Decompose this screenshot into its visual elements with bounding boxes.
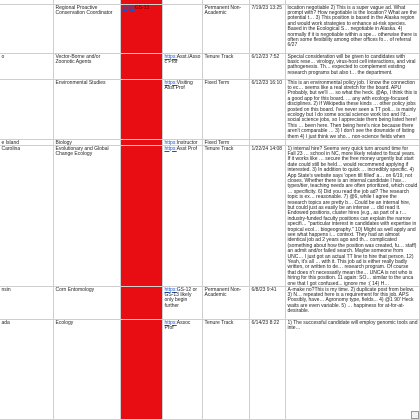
position-type-cell[interactable] [203, 0, 250, 4]
position-title-cell[interactable]: Vector-Borne and/or Zoonotic Agents [54, 54, 121, 79]
table-row[interactable] [0, 80, 420, 140]
last-edited-cell[interactable]: 6/12/23 16:10 [250, 80, 286, 139]
rank-cell[interactable]: https:Visiting Asst Prof [163, 80, 203, 139]
position-type-cell[interactable]: Permanent Non-Academic [203, 287, 250, 319]
posting-link-cell[interactable]: https:GS-13 [121, 5, 163, 53]
row-header-cell[interactable]: o [0, 54, 54, 79]
comments-cell[interactable] [286, 140, 420, 145]
posting-link[interactable]: https: [164, 80, 177, 86]
position-type-cell[interactable]: Tenure Track [203, 54, 250, 79]
posting-link[interactable]: https: [164, 54, 177, 60]
position-title-cell[interactable]: Environmental Studies [54, 80, 121, 139]
position-type-cell[interactable]: Fixed Term [203, 80, 250, 139]
last-edited-cell[interactable]: 6/8/23 9:41 [250, 287, 286, 319]
position-title-cell[interactable]: Biology [54, 140, 121, 145]
row-header-cell[interactable] [0, 80, 54, 139]
rank-cell[interactable]: https:Assoc Prof [163, 320, 203, 419]
posting-link-cell[interactable] [121, 80, 163, 139]
row-header-cell[interactable]: ada [0, 320, 54, 419]
last-edited-cell[interactable] [250, 140, 286, 145]
rank-cell[interactable]: https:Instructor [163, 140, 203, 145]
row-header-cell[interactable] [0, 5, 54, 53]
posting-link-cell[interactable] [121, 146, 163, 286]
rank-cell[interactable] [163, 0, 203, 4]
position-title-cell[interactable]: Evolutionary and Global Change Ecology [54, 146, 121, 286]
rank-cell[interactable]: https:Asst./Assoc Prof [163, 54, 203, 79]
rank-cell[interactable]: https:Asst Prof [163, 146, 203, 286]
comments-cell[interactable]: 1) The successful candidate will employ genomic tools and inte… [286, 320, 420, 419]
position-type-cell[interactable]: Permanent Non-Academic [203, 5, 250, 53]
comments-cell[interactable]: A-make no?This is my time. 2) duplicate post from below. 3) N… repeated here is a requirement for this job. APS Possibly, have… Agronomy type, fields... 4) @1 90' Heck waits are even variable. 5) … happiness for at-for-at-desirable. [286, 287, 420, 319]
posting-link[interactable]: https: [164, 320, 177, 326]
posting-link-cell[interactable] [121, 54, 163, 79]
comments-cell[interactable]: 1) internal hire? Seems very quick turn around time for Fall 23 … school in NC, more likely related to fiscal years. If it works like … secure the free money urgently but start date could still be held… would recommend applying if interested. 3) In addition to quick … incredibly specific. 4) App State's website says 'open till filled' a… on 6/19, not closes. Whether there is an internal candidate I hav… types/tier, teaching needs are often prioritized, which could … specificity. 6) Did you read the job ad? The research topic is ex… reasonable. 7) @6, while I agree the research topics are pretty b… Could be an internal hire, but could just as easily be an intense … did read it. Endowed positions, cluster hires (e.g., as part of a r… industry-funded faculty positions can explain the narrow specifi… "particular interest in candidates with expertise in tropical ecol… biogeography." 10) Might as well apply and see what happens i… context. They had an almost identical job ad 2 years ago and th… complicated (something about how the position was created, fu… staff) an admit and/or failed search. Maybe someone from UNC… I just got an actual TT line to hire that person. 12) Yeah, it's all … with it. This job ad is either really badly written, or written to de… research program. Of course that does n't necessarily mean the… UNCA is not who is hiring for this position. 11 again: SO… similar to the unca one that I got confused... ignore me :( 14) H… [286, 146, 420, 286]
row-header-cell[interactable]: e Island [0, 140, 54, 145]
row-header-cell[interactable]: Carolina [0, 146, 54, 286]
last-edited-cell[interactable]: 6/12/23 7:52 [250, 54, 286, 79]
comments-cell[interactable]: Special consideration will be given to candidates with basic rese… virology, virus-host cell interactions, and viral pathogenesis. Th… expected to complement existing research programs but also t… the department. [286, 54, 420, 79]
position-type-cell[interactable]: Tenure Track [203, 146, 250, 286]
posting-link[interactable]: https: [164, 287, 177, 293]
last-edited-cell[interactable]: 7/19/23 13:25 [250, 5, 286, 53]
row-header-cell[interactable] [0, 0, 54, 4]
posting-link[interactable]: https: [164, 140, 177, 145]
last-edited-cell[interactable] [250, 0, 286, 4]
last-edited-cell[interactable]: 1/22/24 14:08 [250, 146, 286, 286]
posting-link-cell[interactable] [121, 0, 163, 4]
position-title-cell[interactable]: Regional Proactive Conservation Coordinator [54, 5, 121, 53]
posting-link-cell[interactable] [121, 320, 163, 419]
table-row[interactable] [0, 287, 420, 320]
rank-cell[interactable]: https:GS-12 or GS-13 likely only begin further [163, 287, 203, 319]
position-type-cell[interactable]: Fixed Term [203, 140, 250, 145]
comments-cell[interactable]: This is an environmental policy job. I know the connection to ec… seems like a real stretch for the board. APU Probably, but we'll … so what the heck. @Ap, I think this is a good app for this board. … any with ecology-focused disciplines. 2) If Wikipedia these kinds … other policy jobs posted on this board. I've never seen a TT poli… is mainly ecology but I do some social science work too and I'd… social science jobs, so I appreciate them being listed here! This … been here. Then being here's nice because there aren't comparable … 3) I don't see the downside of listing them 4) I just think we sho… non-science fields when [286, 80, 420, 139]
table-row[interactable] [0, 5, 420, 54]
scroll-handle[interactable] [411, 411, 419, 419]
table-row[interactable] [0, 320, 420, 420]
posting-link-cell[interactable] [121, 287, 163, 319]
position-title-cell[interactable]: Ecology [54, 320, 121, 419]
comments-cell[interactable] [286, 0, 420, 4]
position-type-cell[interactable]: Tenure Track [203, 320, 250, 419]
comments-cell[interactable]: location negotiable 2) This is a super vague ad. What prompt with? How negotiable is the location? What are the potential t… 3) This position is based in the Alaska region and would work strategies to enhance at-risk species. Based in the Ecological S… negotiable in Alaska. 4) normally if it is negotiable within a spe… otherwise there is often some flexibility among other offices fo… of referral 6/27 [286, 5, 420, 53]
table-row[interactable] [0, 146, 420, 287]
position-title-cell[interactable]: Corn Entomology [54, 287, 121, 319]
table-row[interactable] [0, 54, 420, 80]
rank-cell[interactable] [163, 5, 203, 53]
posting-link[interactable]: https: [122, 5, 135, 11]
posting-link[interactable]: https: [164, 146, 177, 152]
posting-link-cell[interactable] [121, 140, 163, 145]
row-header-cell[interactable]: nsin [0, 287, 54, 319]
last-edited-cell[interactable]: 6/14/23 8:22 [250, 320, 286, 419]
position-title-cell[interactable] [54, 0, 121, 4]
